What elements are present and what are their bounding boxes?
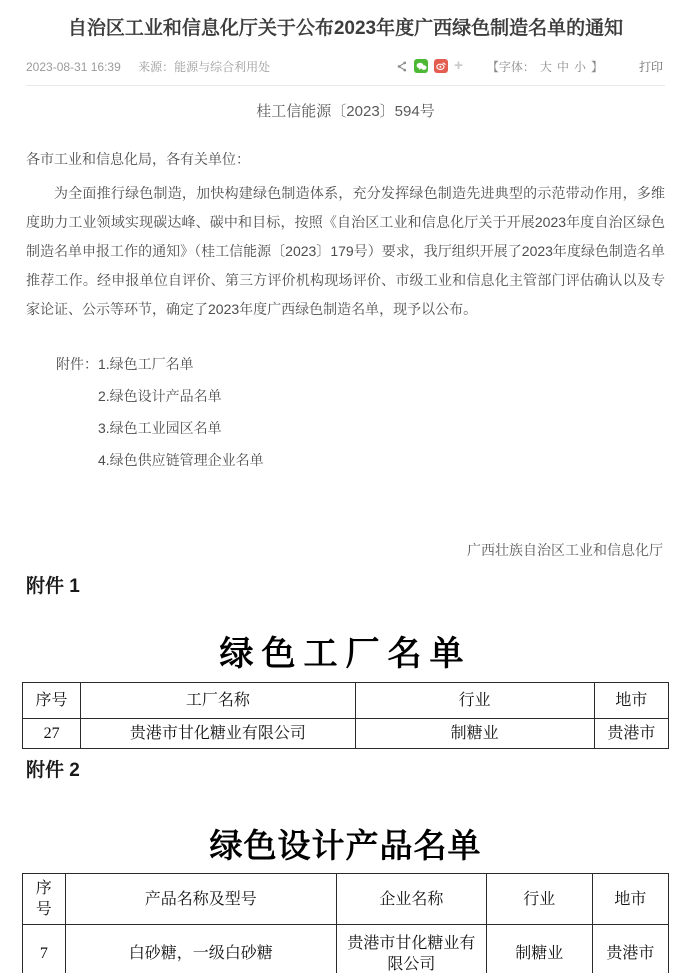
column-header: 行业	[486, 874, 592, 925]
source-value: 能源与综合利用处	[174, 59, 271, 74]
cell-company-name: 贵港市甘化糖业有限公司	[336, 925, 486, 973]
green-design-product-table	[22, 873, 669, 973]
table-row	[23, 925, 669, 973]
meta-right	[395, 58, 665, 75]
column-header: 序号	[23, 683, 81, 719]
source-label: 来源：	[138, 59, 175, 74]
column-header: 企业名称	[336, 874, 486, 925]
publish-datetime: 2023-08-31 16:39	[26, 59, 121, 74]
annex1-table-title: 绿色工厂名单	[219, 636, 472, 673]
attachments-list	[56, 348, 691, 476]
annex1-heading: 附件 1	[26, 576, 80, 597]
cell-city: 贵港市	[592, 925, 668, 973]
meta-left	[26, 58, 270, 75]
more-share-icon[interactable]: +	[454, 57, 463, 74]
cell-factory-name: 贵港市甘化糖业有限公司	[81, 719, 356, 749]
column-header: 产品名称及型号	[65, 874, 336, 925]
green-factory-table	[22, 682, 669, 749]
annex2-table-title: 绿色设计产品名单	[209, 829, 482, 865]
attachments-label: 附件：	[56, 356, 98, 372]
cell-product-name: 白砂糖，一级白砂糖	[65, 925, 336, 973]
annex2-heading: 附件 2	[26, 760, 80, 781]
share-nodes-icon[interactable]	[395, 60, 408, 73]
font-size-small-button[interactable]: 小	[573, 59, 586, 74]
attachment-item-1: 1.绿色工厂名单	[98, 356, 194, 372]
table-header-row	[23, 874, 669, 925]
doc-number: 桂工信能源〔2023〕594号	[256, 103, 435, 120]
body-paragraph: 为全面推行绿色制造，加快构建绿色制造体系，充分发挥绿色制造先进典型的示范带动作用，多维度助力工业领域实现碳达峰、碳中和目标，按照《自治区工业和信息化厅关于开展2023年度自治区绿色制造名单申报工作的通知》（桂工信能源〔2023〕179号）要求，我厅组织开展了2023年度绿色制造名单推荐工作。经申报单位自评价、第三方评价机构现场评价、市级工业和信息化主管部门评估确认以及专家论证、公示等环节，确定了2023年度广西绿色制造名单，现予以公布。	[26, 185, 665, 317]
font-size-control	[487, 58, 603, 75]
cell-city: 贵港市	[594, 719, 668, 749]
weibo-share-icon[interactable]	[434, 59, 448, 73]
attachment-items	[98, 348, 264, 476]
header-divider	[26, 85, 665, 86]
page-title: 自治区工业和信息化厅关于公布2023年度广西绿色制造名单的通知	[67, 18, 624, 39]
cell-industry: 制糖业	[486, 925, 592, 973]
font-size-large-button[interactable]: 大	[539, 59, 552, 74]
wechat-share-icon[interactable]	[414, 59, 428, 73]
meta-row	[26, 57, 665, 75]
print-button[interactable]: 打印	[638, 59, 663, 74]
table-row	[23, 719, 669, 749]
share-toolbar	[395, 59, 463, 73]
attachment-item-2: 2.绿色设计产品名单	[98, 388, 222, 404]
font-size-medium-button[interactable]: 中	[556, 59, 569, 74]
table-header-row	[23, 683, 669, 719]
signature: 广西壮族自治区工业和信息化厅	[467, 542, 663, 558]
column-header: 地市	[592, 874, 668, 925]
column-header: 行业	[355, 683, 594, 719]
cell-industry: 制糖业	[355, 719, 594, 749]
annex1-section	[0, 575, 691, 749]
annex2-section	[0, 759, 691, 973]
font-size-label-suffix: 】	[590, 59, 603, 74]
column-header: 地市	[594, 683, 668, 719]
column-header: 工厂名称	[81, 683, 356, 719]
attachment-item-3: 3.绿色工业园区名单	[98, 420, 222, 436]
column-header: 序号	[23, 874, 66, 925]
font-size-label: 【字体：	[486, 59, 535, 74]
cell-seq: 7	[23, 925, 66, 973]
attachment-item-4: 4.绿色供应链管理企业名单	[98, 452, 264, 468]
cell-seq: 27	[23, 719, 81, 749]
salutation: 各市工业和信息化局，各有关单位：	[26, 151, 250, 167]
